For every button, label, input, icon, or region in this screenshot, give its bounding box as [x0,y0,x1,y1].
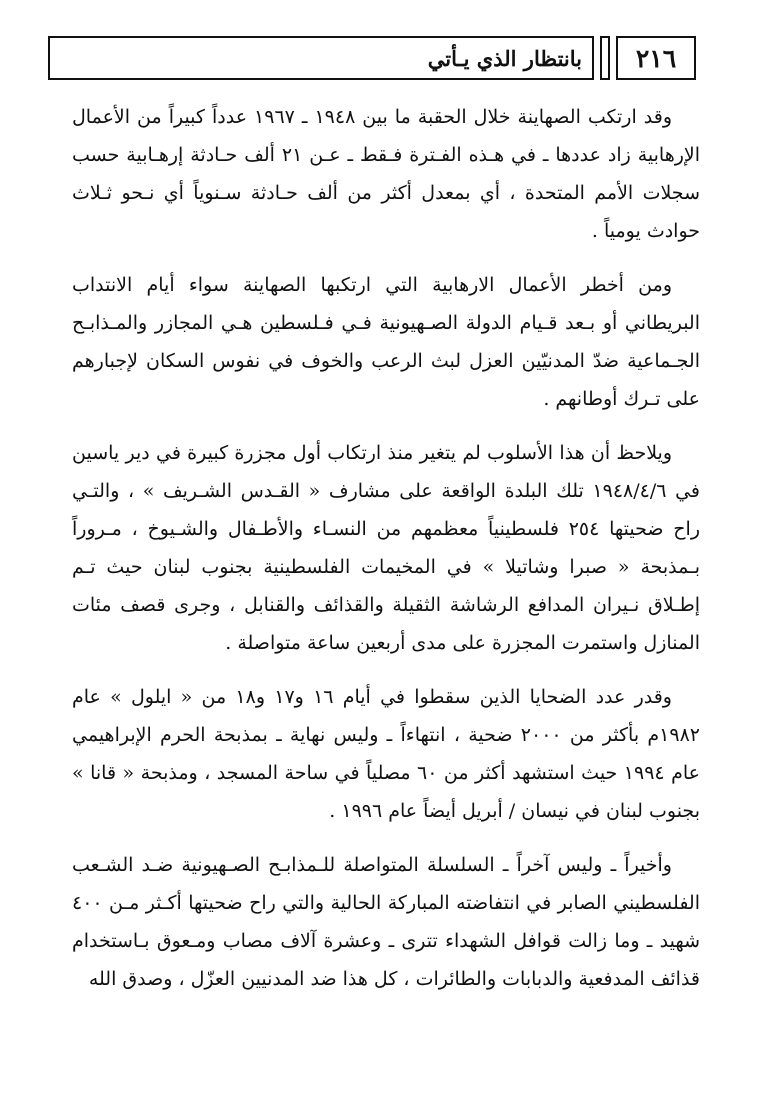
paragraph: وقدر عدد الضحايا الذين سقطوا في أيام ١٦ و١٧ و١٨ من « ايلول » عام ١٩٨٢م بأكثر من ٢٠٠٠ ضحية ، انتهاءاً ـ وليس نهاية ـ بمذبحة الحرم الإبراهيمي عام ١٩٩٤ حيث استشهد أكثر من ٦٠ مصلياً في ساحة المسجد ، ومذبحة « قانا » بجنوب لبنان في نيسان / أبريل أيضاً عام ١٩٩٦ . [72,686,700,822]
paragraph: ويلاحظ أن هذا الأسلوب لم يتغير منذ ارتكاب أول مجزرة كبيرة في دير ياسين في ١٩٤٨/٤/٦ تلك البلدة الواقعة على مشارف « القـدس الشـريف » ، والتـي راح ضحيتها ٢٥٤ فلسطينياً معظمهم من النسـاء والأطـفال والشـيوخ ، مـروراً بـمذبحة « صبرا وشاتيلا » في المخيمات الفلسطينية بجنوب لبنان حيث تـم إطـلاق نـيران المدافع الرشاشة الثقيلة والقذائف والقنابل ، وجرى قصف مئات المنازل واستمرت المجزرة على مدى أربعين ساعة متواصلة . [72,442,700,654]
page-body [72,98,700,1014]
header-divider [600,36,610,80]
paragraph: وقد ارتكب الصهاينة خلال الحقبة ما بين ١٩٤٨ ـ ١٩٦٧ عدداً كبيراً من الأعمال الإرهابية زاد عددها ـ في هـذه الفـترة فـقط ـ عـن ٢١ ألف حـادثة إرهـابية حسب سجلات الأمم المتحدة ، أي بمعدل أكثر من ألف حـادثة سـنوياً أي نـحو ثـلاث حوادث يومياً . [72,106,700,242]
running-title: بانتظار الذي يـأتي [48,36,594,80]
page-header [48,36,696,86]
page-number: ٢١٦ [616,36,696,80]
paragraph: ومن أخطر الأعمال الارهابية التي ارتكبها الصهاينة سواء أيام الانتداب البريطاني أو بـعد قـيام الدولة الصـهيونية فـي فـلسطين هـي المجازر والمـذابـح الجـماعية ضدّ المدنيّين العزل لبث الرعب والخوف في نفوس السكان لإجبارهم على تـرك أوطانهم . [72,274,700,410]
paragraph: وأخيراً ـ وليس آخراً ـ السلسلة المتواصلة للـمذابـح الصـهيونية ضـد الشـعب الفلسطيني الصابر في انتفاضته المباركة الحالية والتي راح ضحيتها أكـثر مـن ٤٠٠ شهيد ـ وما زالت قوافل الشهداء تترى ـ وعشرة آلاف مصاب ومـعوق بـاستخدام قذائف المدفعية والدبابات والطائرات ، كل هذا ضد المدنيين العزّل ، وصدق الله [72,854,700,990]
